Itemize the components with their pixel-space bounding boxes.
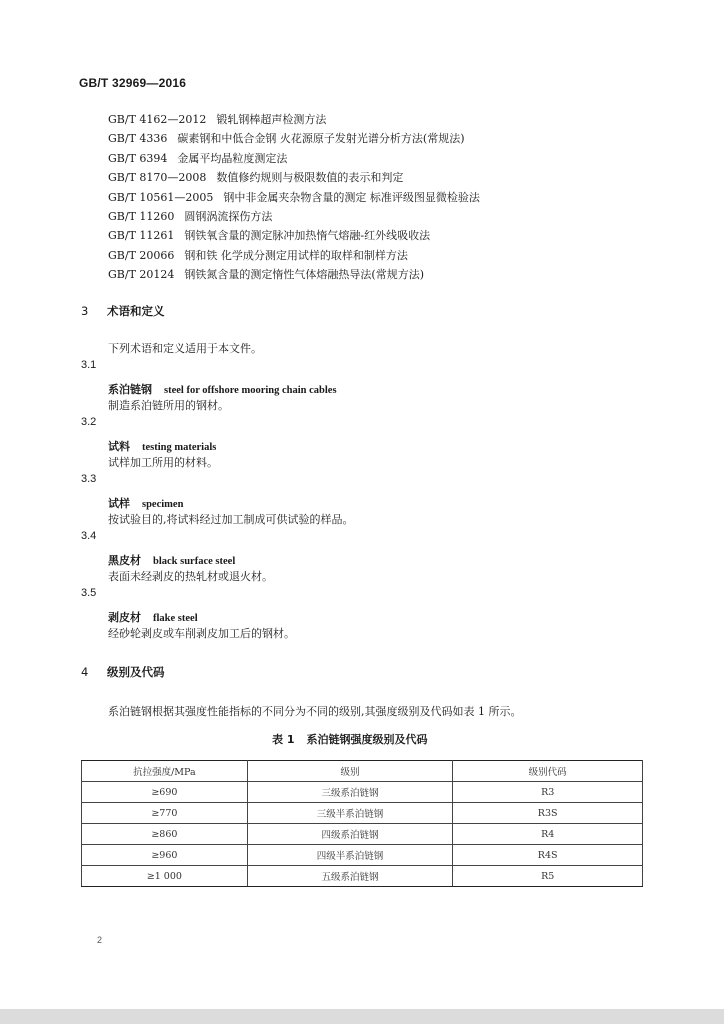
grade-table	[81, 760, 643, 887]
reference-code: GB/T 4336	[108, 132, 168, 146]
reference-title: 钢铁氧含量的测定脉冲加热惰气熔融-红外线吸收法	[184, 229, 431, 243]
table-caption-title: 系泊链钢强度级别及代码	[306, 733, 428, 746]
table-row	[82, 845, 643, 866]
table-header-cell: 抗拉强度/MPa	[82, 761, 248, 782]
table-1-caption	[272, 731, 427, 747]
reference-title: 数值修约规则与极限数值的表示和判定	[216, 171, 404, 185]
term-heading	[108, 435, 216, 454]
reference-item	[108, 226, 480, 245]
term-number: 3.1	[81, 359, 97, 371]
table-cell: ≥690	[82, 782, 248, 803]
reference-item	[108, 265, 480, 284]
term-heading	[108, 492, 183, 511]
term-number: 3.3	[81, 473, 97, 485]
table-cell: R3S	[453, 803, 643, 824]
term-definition: 表面未经剥皮的热轧材或退火材。	[108, 570, 273, 583]
table-cell: R5	[453, 866, 643, 887]
table-cell: R4	[453, 824, 643, 845]
reference-code: GB/T 6394	[108, 151, 168, 165]
term-zh: 系泊链钢	[108, 383, 152, 396]
table-cell: R3	[453, 782, 643, 803]
section-title: 术语和定义	[107, 304, 165, 318]
table-cell: R4S	[453, 845, 643, 866]
reference-title: 圆钢涡流探伤方法	[184, 209, 273, 223]
table-cell: 五级系泊链钢	[247, 866, 453, 887]
term-en: testing materials	[142, 442, 217, 453]
viewer-bottom-bar	[0, 1009, 724, 1024]
reference-code: GB/T 4162—2012	[108, 113, 207, 126]
page-number: 2	[97, 935, 103, 945]
table-row	[82, 866, 643, 887]
reference-item	[108, 129, 480, 148]
table-cell: 三级半系泊链钢	[247, 803, 453, 824]
term-en: black surface steel	[153, 556, 236, 567]
term-number: 3.2	[81, 416, 97, 428]
section-4-paragraph: 系泊链钢根据其强度性能指标的不同分为不同的级别,其强度级别及代码如表 1 所示。	[108, 705, 522, 718]
reference-code: GB/T 10561—2005	[108, 190, 214, 204]
table-cell: ≥770	[82, 803, 248, 824]
term-zh: 剥皮材	[108, 611, 141, 624]
term-definition: 制造系泊链所用的钢材。	[108, 399, 229, 412]
term-zh: 试样	[108, 497, 130, 510]
reference-item	[108, 246, 480, 265]
term-definition: 按试验目的,将试料经过加工制成可供试验的样品。	[108, 513, 354, 526]
table-cell: ≥960	[82, 845, 248, 866]
term-heading	[108, 549, 235, 568]
table-row	[82, 803, 643, 824]
reference-code: GB/T 20124	[108, 268, 175, 282]
table-header-cell: 级别代码	[453, 761, 643, 782]
section-title: 级别及代码	[107, 665, 165, 679]
reference-title: 金属平均晶粒度测定法	[177, 151, 288, 165]
reference-item	[108, 149, 480, 168]
normative-references-list	[108, 110, 480, 285]
table-header-cell: 级别	[247, 761, 453, 782]
reference-code: GB/T 20066	[108, 248, 175, 262]
table-cell: ≥860	[82, 824, 248, 845]
reference-title: 钢和铁 化学成分测定用试样的取样和制样方法	[184, 248, 408, 262]
term-definition: 经砂轮剥皮或车削剥皮加工后的钢材。	[108, 627, 295, 640]
term-en: steel for offshore mooring chain cables	[164, 385, 337, 396]
reference-title: 碳素钢和中低合金钢 火花源原子发射光谱分析方法(常规法)	[177, 132, 465, 146]
page-header-standard-code: GB/T 32969—2016	[79, 76, 187, 90]
term-en: specimen	[142, 499, 184, 510]
reference-title: 锻轧钢棒超声检测方法	[216, 113, 327, 126]
reference-title: 钢铁氮含量的测定惰性气体熔融热导法(常规方法)	[184, 268, 424, 282]
reference-item	[108, 188, 480, 207]
reference-code: GB/T 11260	[108, 209, 175, 223]
reference-item	[108, 110, 480, 129]
table-cell: ≥1 000	[82, 866, 248, 887]
reference-code: GB/T 11261	[108, 229, 175, 243]
term-definition: 试样加工所用的材料。	[108, 456, 218, 469]
reference-title: 钢中非金属夹杂物含量的测定 标准评级图显微检验法	[223, 190, 480, 204]
reference-code: GB/T 8170—2008	[108, 171, 207, 185]
reference-item	[108, 168, 480, 187]
section-3-heading	[81, 303, 165, 319]
table-cell: 四级系泊链钢	[247, 824, 453, 845]
term-number: 3.5	[81, 587, 97, 599]
table-header-row	[82, 761, 643, 782]
table-row	[82, 824, 643, 845]
section-number: 4	[81, 665, 89, 679]
section-3-intro: 下列术语和定义适用于本文件。	[108, 342, 262, 355]
section-number: 3	[81, 304, 89, 318]
table-cell: 四级半系泊链钢	[247, 845, 453, 866]
table-cell: 三级系泊链钢	[247, 782, 453, 803]
term-en: flake steel	[153, 613, 198, 624]
term-heading	[108, 606, 198, 625]
table-caption-number: 表 1	[272, 733, 295, 746]
term-zh: 试料	[108, 440, 130, 453]
term-zh: 黑皮材	[108, 554, 141, 567]
section-4-heading	[81, 664, 165, 680]
reference-item	[108, 207, 480, 226]
term-heading	[108, 378, 337, 397]
table-row	[82, 782, 643, 803]
term-number: 3.4	[81, 530, 97, 542]
